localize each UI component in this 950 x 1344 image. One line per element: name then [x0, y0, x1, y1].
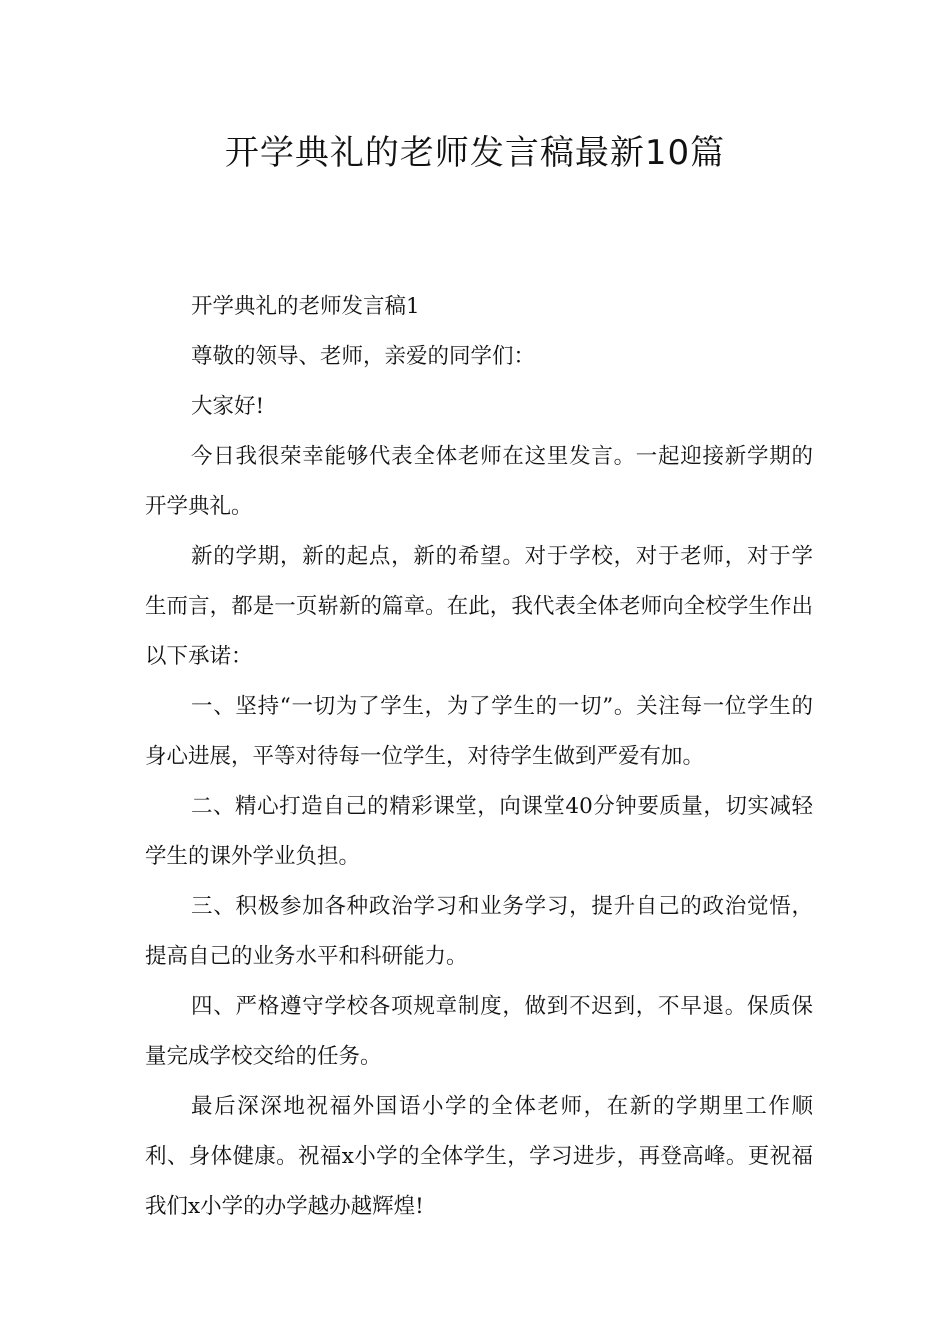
pledge-item: 一、坚持“一切为了学生，为了学生的一切”。关注每一位学生的身心进展，平等对待每一位学生，对待学生做到严爱有加。: [145, 694, 813, 769]
paragraph: 新的学期，新的起点，新的希望。对于学校，对于老师，对于学生而言，都是一页崭新的篇章。在此，我代表全体老师向全校学生作出以下承诺：: [145, 544, 813, 669]
section-heading: 开学典礼的老师发言稿1: [191, 294, 420, 319]
greeting: 大家好!: [191, 394, 265, 419]
pledge-item: 三、积极参加各种政治学习和业务学习，提升自己的政治觉悟，提高自己的业务水平和科研能力。: [145, 894, 813, 969]
closing-paragraph: 最后深深地祝福外国语小学的全体老师，在新的学期里工作顺利、身体健康。祝福x小学的全体学生，学习进步，再登高峰。更祝福我们x小学的办学越办越辉煌!: [145, 1094, 813, 1219]
pledge-item: 二、精心打造自己的精彩课堂，向课堂40分钟要质量，切实减轻学生的课外学业负担。: [145, 794, 813, 869]
pledge-item: 四、严格遵守学校各项规章制度，做到不迟到，不早退。保质保量完成学校交给的任务。: [145, 994, 813, 1069]
salutation: 尊敬的领导、老师，亲爱的同学们：: [191, 344, 536, 369]
document-title: 开学典礼的老师发言稿最新10篇: [224, 133, 726, 173]
paragraph: 今日我很荣幸能够代表全体老师在这里发言。一起迎接新学期的开学典礼。: [145, 444, 813, 519]
document-body: [145, 282, 813, 1232]
